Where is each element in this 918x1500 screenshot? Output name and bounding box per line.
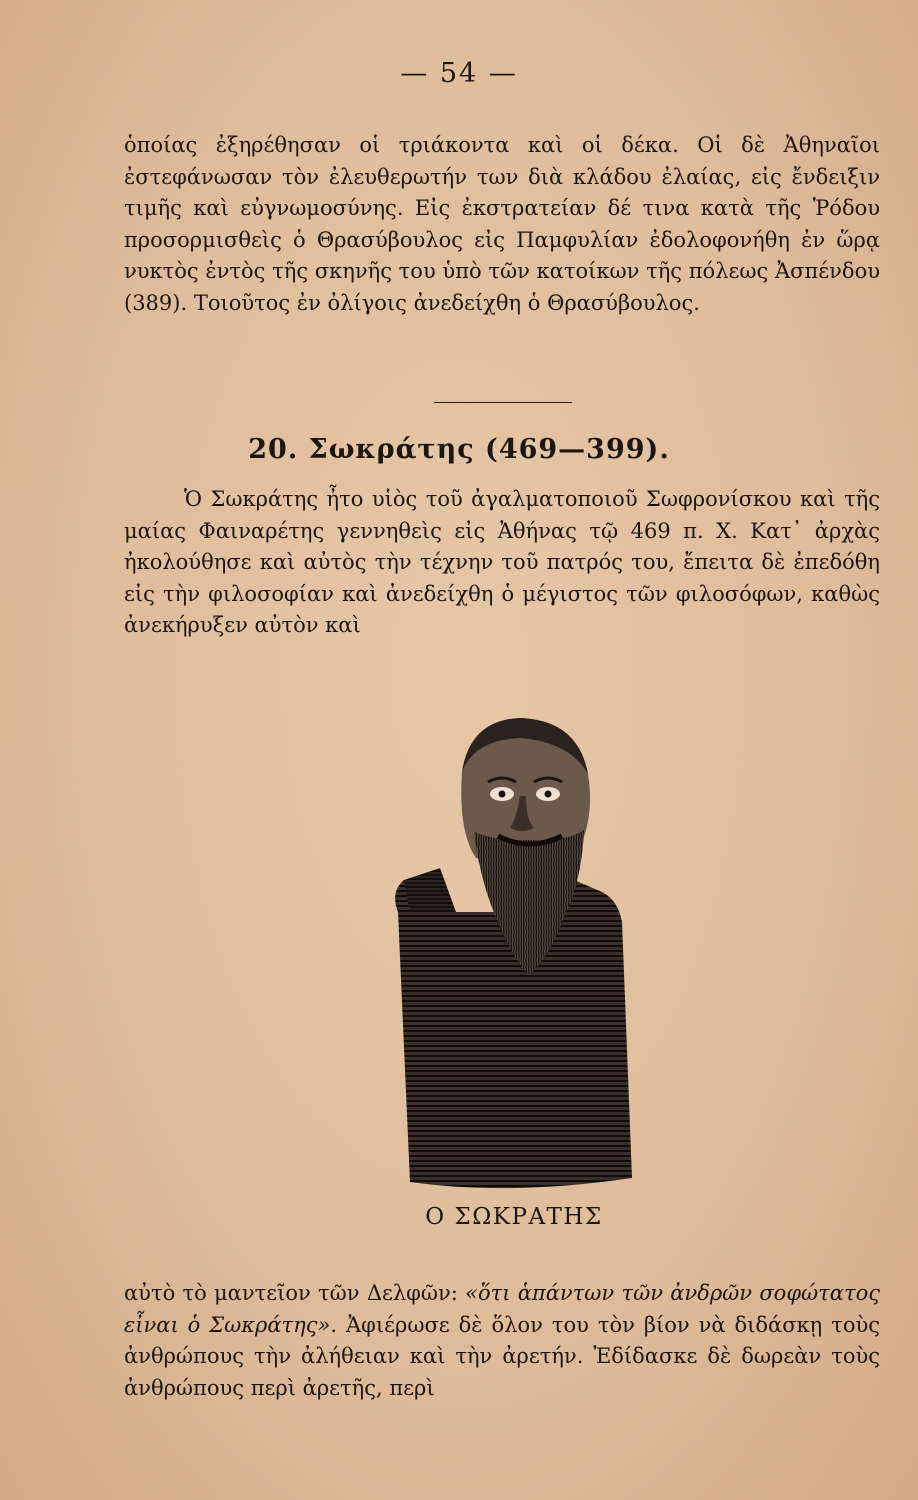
page-number: — 54 — [400, 58, 518, 89]
oracle-intro-text: αὐτὸ τὸ μαντεῖον τῶν Δελφῶν: [124, 1281, 466, 1305]
oracle-continuation-text: Ἀφιέρωσε δὲ ὅλον του τὸν βίον νὰ διδάσκῃ τοὺς ἀνθρώπους τὴν ἀλήθειαν καὶ τὴν ἀρετήν. Ἐδίδασκε δὲ δωρεὰν τοὺς ἀνθρώπους περὶ ἀρετῆς, περὶ [124, 1312, 880, 1400]
paragraph-oracle [124, 1278, 880, 1404]
paragraph-thrasybulus: ὁποίας ἐξηρέθησαν οἱ τριάκοντα καὶ οἱ δέκα. Οἱ δὲ Ἀθηναῖοι ἐστεφάνωσαν τὸν ἐλευθερωτήν των διὰ κλάδου ἐλαίας, εἰς ἔνδειξιν τιμῆς καὶ εὐγνωμοσύνης. Εἰς ἐκστρατείαν δέ τινα κατὰ τῆς Ῥόδου προσορμισθεὶς ὁ Θρασύβουλος εἰς Παμφυλίαν ἐδολοφονήθη ἐν ὥρᾳ νυκτὸς ἐντὸς τῆς σκηνῆς του ὑπὸ τῶν κατοίκων τῆς πόλεως Ἀσπένδου (389). Τοιοῦτος ἐν ὀλίγοις ἀνεδείχθη ὁ Θρασύβουλος. [124, 133, 880, 315]
section-heading: 20. Σωκράτης (469—399). [248, 434, 670, 465]
socrates-bust-engraving [370, 712, 640, 1196]
oracle-quote: «ὅτι ἁπάντων τῶν ἀνδρῶν σοφώτατος εἶναι ὁ Σωκράτης». [124, 1281, 880, 1337]
figure-caption: Ο ΣΩΚΡΑΤΗΣ [425, 1204, 603, 1230]
section-divider [434, 402, 572, 403]
paragraph-socrates-intro: Ὁ Σωκράτης ἦτο υἱὸς τοῦ ἀγαλματοποιοῦ Σωφρονίσκου καὶ τῆς μαίας Φαιναρέτης γεννηθεὶς εἰς Ἀθήνας τῷ 469 π. Χ. Κατ᾽ ἀρχὰς ἠκολούθησε καὶ αὐτὸς τὴν τέχνην τοῦ πατρός του, ἔπειτα δὲ ἐπεδόθη εἰς τὴν φιλοσοφίαν καὶ ἀνεδείχθη ὁ μέγιστος τῶν φιλοσόφων, καθὼς ἀνεκήρυξεν αὐτὸν καὶ [124, 487, 880, 637]
